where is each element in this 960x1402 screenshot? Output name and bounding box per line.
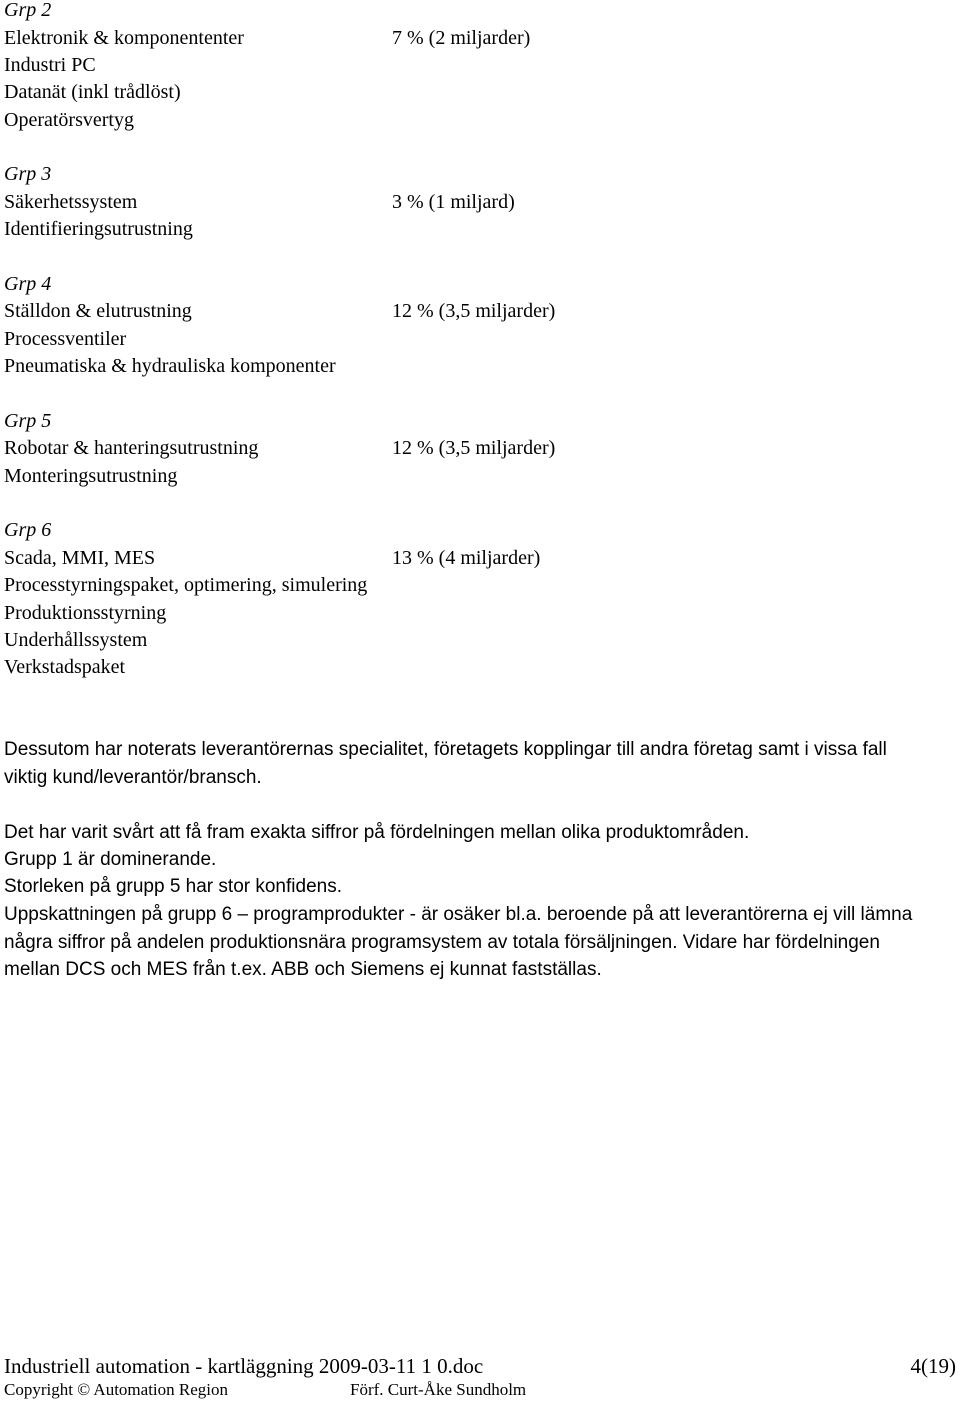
group-item: Operatörsvertyg: [4, 109, 134, 131]
group-value: 3 % (1 miljard): [392, 191, 515, 213]
group-item: Robotar & hanteringsutrustning: [4, 437, 259, 459]
group-title: Grp 3: [4, 163, 52, 185]
group-value: 12 % (3,5 miljarder): [392, 437, 556, 459]
footer-copyright: Copyright © Automation Region: [4, 1380, 228, 1399]
group-item: Processtyrningspaket, optimering, simulering: [4, 574, 368, 596]
group-value: 13 % (4 miljarder): [392, 547, 541, 569]
group-title: Grp 6: [4, 519, 52, 541]
body-paragraph: Dessutom har noterats leverantörernas specialitet, företagets kopplingar till andra företag samt i vissa fall viktig kund/leverantör/bransch.: [4, 739, 887, 788]
group-item: Monteringsutrustning: [4, 465, 178, 487]
group-value: 12 % (3,5 miljarder): [392, 300, 556, 322]
body-paragraph: Uppskattningen på grupp 6 – programprodukter - är osäker bl.a. beroende på att leverantörerna ej vill lämna några siffror på andelen produktionsnära programsystem av totala försäljningen. Vidare har fördelningen mellan DCS och MES från t.ex. ABB och Siemens ej kunnat fastställas.: [4, 904, 913, 980]
footer-author: Förf. Curt-Åke Sundholm: [350, 1380, 527, 1399]
group-item: Pneumatiska & hydrauliska komponenter: [4, 355, 336, 377]
group-title: Grp 4: [4, 273, 52, 295]
footer-page-number: 4(19): [910, 1354, 956, 1378]
body-paragraph: Grupp 1 är dominerande.: [4, 849, 217, 870]
group-item: Underhållssystem: [4, 629, 148, 651]
body-paragraph: Storleken på grupp 5 har stor konfidens.: [4, 876, 342, 897]
body-paragraph: Det har varit svårt att få fram exakta siffror på fördelningen mellan olika produktområden.: [4, 822, 750, 843]
group-item: Identifieringsutrustning: [4, 218, 193, 240]
group-item: Processventiler: [4, 328, 127, 350]
group-item: Produktionsstyrning: [4, 602, 167, 624]
group-item: Scada, MMI, MES: [4, 547, 156, 569]
footer-document-title: Industriell automation - kartläggning 2009-03-11 1 0.doc: [4, 1354, 484, 1378]
group-item: Säkerhetssystem: [4, 191, 138, 213]
group-item: Verkstadspaket: [4, 656, 126, 678]
group-title: Grp 5: [4, 410, 52, 432]
group-item: Elektronik & komponententer: [4, 27, 244, 49]
group-item: Industri PC: [4, 54, 96, 76]
group-item: Ställdon & elutrustning: [4, 300, 192, 322]
group-title: Grp 2: [4, 0, 52, 21]
group-item: Datanät (inkl trådlöst): [4, 81, 181, 103]
group-value: 7 % (2 miljarder): [392, 27, 531, 49]
